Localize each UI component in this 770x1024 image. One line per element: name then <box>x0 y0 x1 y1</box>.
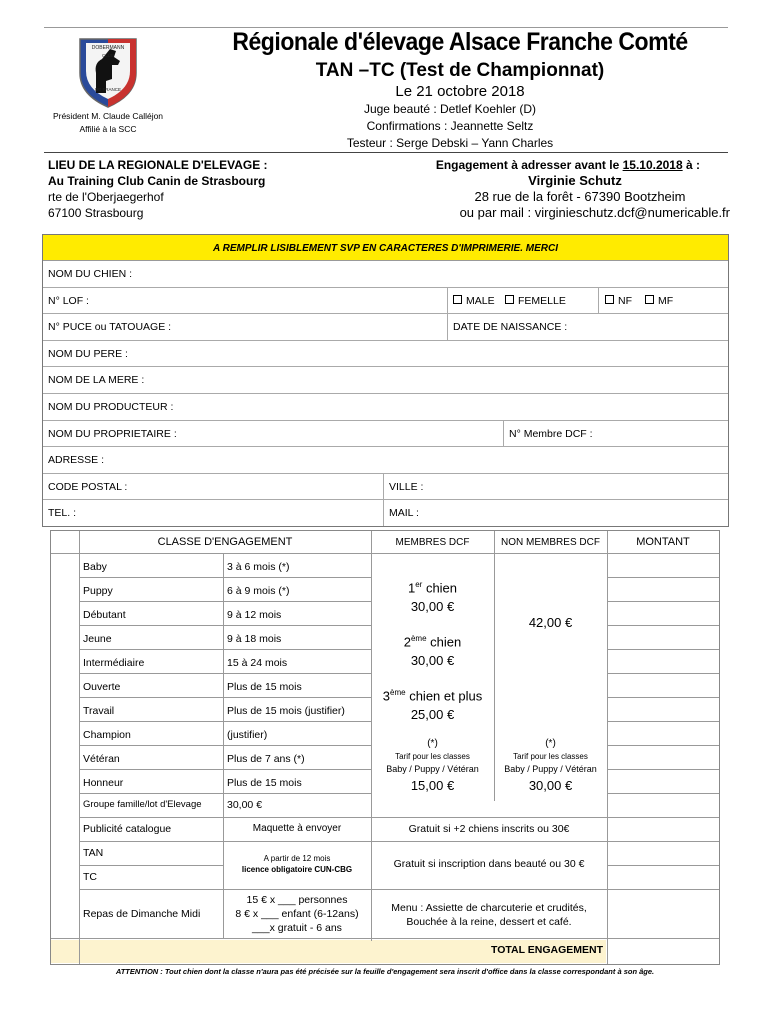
page-title: Régionale d'élevage Alsace Franche Comté <box>232 28 688 56</box>
class-age-ouverte: Plus de 15 mois <box>227 681 302 693</box>
class-age-puppy: 6 à 9 mois (*) <box>227 585 290 597</box>
row-pere[interactable] <box>43 341 728 368</box>
class-age-honneur: Plus de 15 mois <box>227 777 302 789</box>
deadline-date: 15.10.2018 <box>622 158 683 172</box>
header-rule <box>44 152 728 153</box>
venue-block <box>48 157 268 221</box>
class-age-champion: (justifier) <box>227 729 268 741</box>
row-puce[interactable] <box>43 314 728 341</box>
class-age-jeune: 9 à 18 mois <box>227 633 282 645</box>
repas-label: Repas de Dimanche Midi <box>83 908 201 920</box>
checkbox-icon[interactable] <box>605 295 614 304</box>
engagement-name: Virginie Schutz <box>528 173 622 188</box>
publicite-info: Gratuit si +2 chiens inscrits ou 30€ <box>408 823 570 835</box>
row-producteur[interactable] <box>43 394 728 421</box>
class-name-ouverte: Ouverte <box>83 681 121 693</box>
club-logo <box>72 33 144 109</box>
class-name-intermediaire: Intermédiaire <box>83 657 145 669</box>
membres-price3: 25,00 € <box>410 707 455 723</box>
engagement-deadline-line: Engagement à adresser avant le 15.10.2018 à : <box>435 158 700 172</box>
label-puce: N° PUCE ou TATOUAGE : <box>48 321 172 334</box>
label-producteur: NOM DU PRODUCTEUR : <box>48 400 174 413</box>
tc-label: TC <box>83 871 97 883</box>
class-name-puppy: Puppy <box>83 585 113 597</box>
label-tel: TEL. : <box>48 507 77 520</box>
class-name-honneur: Honneur <box>83 777 124 789</box>
label-proprietaire: NOM DU PROPRIETAIRE : <box>48 427 177 440</box>
groupe-price: 30,00 € <box>227 799 263 811</box>
class-name-champion: Champion <box>83 729 131 741</box>
label-membre: N° Membre DCF : <box>509 427 593 440</box>
venue-street: rte de l'Oberjaegerhof <box>48 190 164 204</box>
affiliation: Affilié à la SCC <box>79 124 137 134</box>
engagement-address: 28 rue de la forêt - 67390 Bootzheim <box>474 189 686 204</box>
row-cp[interactable] <box>43 474 728 501</box>
class-name-jeune: Jeune <box>83 633 112 645</box>
label-lof: N° LOF : <box>48 294 89 307</box>
president-block <box>30 110 186 136</box>
class-age-debutant: 9 à 12 mois <box>227 609 282 621</box>
membres-price2: 30,00 € <box>410 653 455 669</box>
membres-chien3: 3ème chien et plus 25,00 € <box>371 683 494 724</box>
class-age-intermediaire: 15 à 24 mois <box>227 657 288 669</box>
judge-testeur: Testeur : Serge Debski – Yann Charles <box>346 136 554 150</box>
row-mere[interactable] <box>43 367 728 394</box>
row-adresse[interactable] <box>43 447 728 474</box>
class-name-debutant: Débutant <box>83 609 126 621</box>
label-naissance: DATE DE NAISSANCE : <box>453 321 568 334</box>
header-non-membres: NON MEMBRES DCF <box>501 537 600 548</box>
repas-lines: 15 € x ___ personnes 8 € x ___ enfant (6-12ans) ___x gratuit - 6 ans <box>235 894 359 934</box>
footer-warning: ATTENTION : Tout chien dont la classe n'aura pas été précisée sur la feuille d'engagement sera inscrit d'office dans la classe correspondant à son âge. <box>115 967 655 976</box>
row-lof[interactable] <box>43 288 728 315</box>
membres-chien2: 2ème chien 30,00 € <box>371 629 494 670</box>
row-proprietaire[interactable] <box>43 421 728 448</box>
class-name-veteran: Vétéran <box>83 753 120 765</box>
logo-text-top: DOBERMANN <box>91 45 125 51</box>
page-subtitle: TAN –TC (Test de Championnat) <box>315 60 605 81</box>
row-nom-chien[interactable] <box>43 261 728 288</box>
logo-text-mid: CLUB <box>101 53 115 58</box>
tan-info: Gratuit si inscription dans beauté ou 30 € <box>393 858 585 870</box>
label-adresse: ADRESSE : <box>48 454 105 467</box>
class-age-veteran: Plus de 7 ans (*) <box>227 753 305 765</box>
membres-tarif: (*) Tarif pour les classes Baby / Puppy / Vétéran 15,00 € <box>386 738 479 793</box>
venue-heading: LIEU DE LA REGIONALE D'ELEVAGE : <box>48 158 268 172</box>
groupe-label: Groupe famille/lot d'Elevage <box>83 799 202 810</box>
label-mail: MAIL : <box>389 507 419 520</box>
non-membres-tarif: (*) Tarif pour les classes Baby / Puppy / Vétéran 30,00 € <box>504 738 597 793</box>
checkbox-femelle[interactable]: FEMELLE <box>505 295 566 307</box>
header-classe: CLASSE D'ENGAGEMENT <box>157 536 293 548</box>
label-mere: NOM DE LA MERE : <box>48 374 145 387</box>
membres-chien1: 1er chien 30,00 € <box>371 575 494 616</box>
repas-menu: Menu : Assiette de charcuterie et crudités, Bouchée à la reine, dessert et café. <box>391 902 587 928</box>
tariff-table <box>50 530 720 965</box>
form-banner: A REMPLIR LISIBLEMENT SVP EN CARACTERES D'IMPRIMERIE. MERCI <box>43 235 728 261</box>
membres-price1: 30,00 € <box>410 599 455 615</box>
judge-confirmations: Confirmations : Jeannette Seltz <box>366 119 534 133</box>
tan-detail: A partir de 12 mois licence obligatoire CUN-CBG <box>241 854 353 874</box>
header-membres: MEMBRES DCF <box>395 537 470 548</box>
class-age-travail: Plus de 15 mois (justifier) <box>227 705 345 717</box>
label-cp: CODE POSTAL : <box>48 480 128 493</box>
logo-text-bottom: DE FRANCE <box>94 87 122 92</box>
checkbox-nf[interactable]: NF <box>605 295 632 307</box>
class-name-travail: Travail <box>83 705 115 717</box>
engagement-block <box>380 157 730 221</box>
event-date: Le 21 octobre 2018 <box>395 83 525 100</box>
total-label: TOTAL ENGAGEMENT <box>491 944 604 956</box>
entry-form <box>42 234 729 527</box>
tan-label: TAN <box>83 847 104 859</box>
president-name: Président M. Claude Calléjon <box>52 111 164 121</box>
class-age-baby: 3 à 6 mois (*) <box>227 561 290 573</box>
checkbox-male[interactable]: MALE <box>453 295 495 307</box>
venue-club: Au Training Club Canin de Strasbourg <box>48 174 266 188</box>
publicite-label: Publicité catalogue <box>83 823 172 835</box>
venue-city: 67100 Strasbourg <box>48 206 144 220</box>
checkbox-icon[interactable] <box>645 295 654 304</box>
checkbox-icon[interactable] <box>453 295 462 304</box>
judge-beauty: Juge beauté : Detlef Koehler (D) <box>363 102 537 116</box>
checkbox-mf[interactable]: MF <box>645 295 673 307</box>
label-pere: NOM DU PERE : <box>48 347 128 360</box>
row-tel[interactable] <box>43 500 728 526</box>
label-ville: VILLE : <box>389 480 424 493</box>
class-name-baby: Baby <box>83 561 107 573</box>
label-nom-chien: NOM DU CHIEN : <box>48 268 132 280</box>
non-membres-price: 42,00 € <box>528 615 573 630</box>
engagement-email[interactable]: ou par mail : virginieschutz.dcf@numericable.fr <box>459 205 730 220</box>
checkbox-icon[interactable] <box>505 295 514 304</box>
publicite-detail: Maquette à envoyer <box>252 823 342 834</box>
header-montant: MONTANT <box>636 536 690 548</box>
